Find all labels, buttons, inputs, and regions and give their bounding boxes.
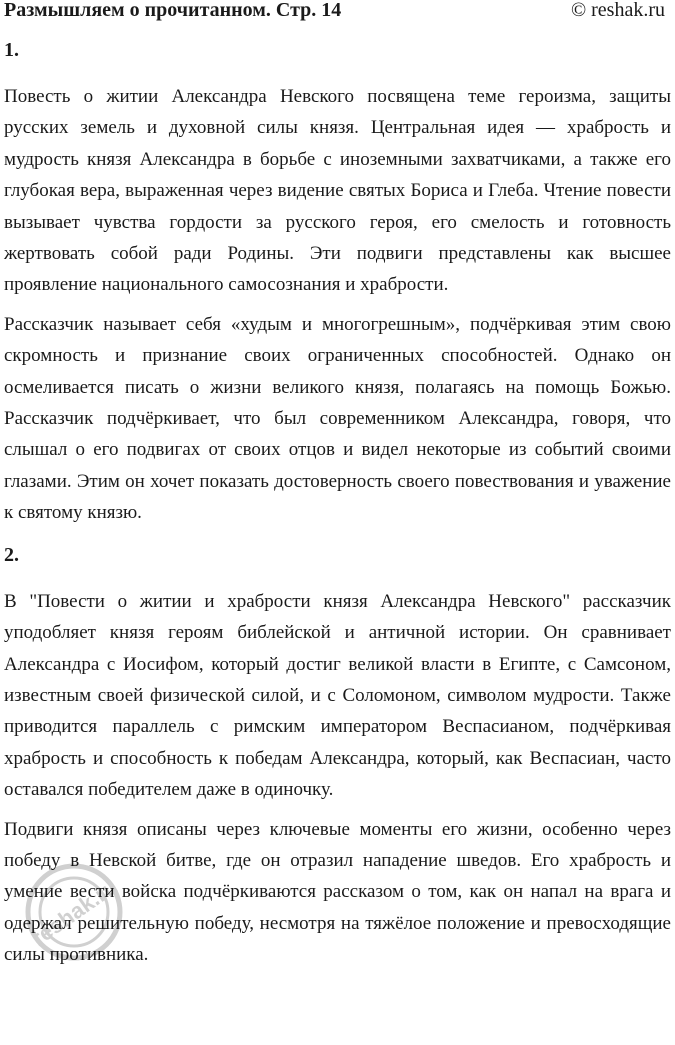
paragraph: Рассказчик называет себя «худым и многогрешным», подчёркивая этим свою скромность и признание своих ограниченных способностей. Однако он осмеливается писать о жизни великого князя, полагаясь на помощь Божью. Рассказчик подчёркивает, что был современником Александра, говоря, что слышал о его подвигах от своих отцов и видел некоторые из событий своими глазами. Этим он хочет показать достоверность своего повествования и уважение к святому князю.	[4, 313, 671, 524]
paragraph: В "Повести о житии и храбрости князя Александра Невского" рассказчик уподобляет князя героям библейской и античной истории. Он сравнивает Александра с Иосифом, который достиг великой власти в Египте, с Самсоном, известным своей физической силой, и с Соломоном, символом мудрости. Также приводится параллель с римским императором Веспасианом, подчёркивая храбрость и способность к победам Александра, который, как Веспасиан, часто оставался победителем даже в одиночку.	[4, 590, 671, 801]
site-credit: © reshak.ru	[570, 0, 665, 21]
page-title: Размышляем о прочитанном. Стр. 14	[4, 0, 342, 21]
answer-content	[4, 38, 671, 979]
paragraph: Повесть о житии Александра Невского посвящена теме героизма, защиты русских земель и духовной силы князя. Центральная идея — храбрость и мудрость князя Александра в борьбе с иноземными захватчиками, а также его глубокая вера, выраженная через видение святых Бориса и Глеба. Чтение повести вызывает чувства гордости за русского героя, его смелость и готовность жертвовать собой ради Родины. Эти подвиги представлены как высшее проявление национального самосознания и храбрости.	[4, 86, 671, 296]
section-number-1: 1.	[4, 39, 19, 61]
page-header	[4, 0, 671, 24]
section-number-2: 2.	[4, 543, 19, 566]
paragraph: Подвиги князя описаны через ключевые моменты его жизни, особенно через победу в Невской битве, где он отразил нападение шведов. Его храбрость и умение вести войска подчёркиваются рассказом о том, как он напал на врага и одержал решительную победу, несмотря на тяжёлое положение и превосходящие силы противника.	[4, 818, 671, 966]
watermark-text: reshak.ru	[26, 873, 123, 952]
